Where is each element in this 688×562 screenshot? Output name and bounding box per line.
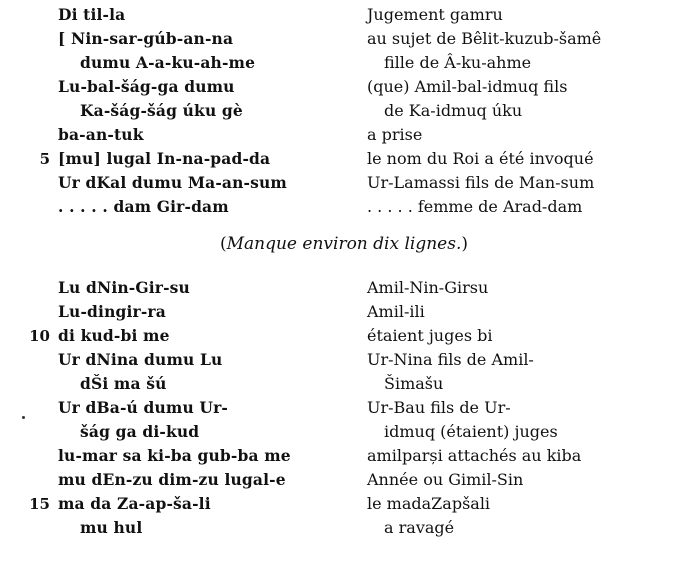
french-translation: au sujet de Bêlit-kuzub-šamê	[367, 29, 602, 48]
text-line	[0, 3, 688, 27]
french-translation: étaient juges bi	[367, 326, 493, 345]
text-line	[0, 147, 688, 171]
text-line	[0, 396, 688, 420]
sumerian-transliteration: lu-mar sa ki-ba gub-ba me	[58, 446, 291, 465]
french-translation: a ravagé	[384, 518, 455, 537]
sumerian-transliteration: Ur dNina dumu Lu	[58, 350, 223, 369]
line-number: 15	[29, 495, 50, 513]
ink-speck	[22, 416, 25, 419]
text-line	[0, 27, 688, 51]
french-translation: de Ka-idmuq úku	[384, 101, 523, 120]
sumerian-transliteration: šág ga di-kud	[80, 422, 200, 441]
text-line	[0, 372, 688, 396]
text-line	[0, 348, 688, 372]
text-line	[0, 99, 688, 123]
french-translation: Šimašu	[384, 374, 444, 393]
sumerian-transliteration: mu dEn-zu dim-zu lugal-e	[58, 470, 286, 489]
text-line	[0, 171, 688, 195]
text-line	[0, 492, 688, 516]
text-line	[0, 420, 688, 444]
sumerian-transliteration: ma da Za-ap-ša-li	[58, 494, 211, 513]
french-translation: Ur-Bau fils de Ur-	[367, 398, 511, 417]
line-number: 5	[39, 150, 50, 168]
french-translation: Amil-ili	[367, 302, 425, 321]
sumerian-transliteration: Lu-dingir-ra	[58, 302, 166, 321]
line-number: 10	[29, 327, 50, 345]
sumerian-transliteration: Ur dBa-ú dumu Ur-	[58, 398, 228, 417]
french-translation: a prise	[367, 125, 423, 144]
sumerian-transliteration: dumu A-a-ku-ah-me	[80, 53, 256, 72]
sumerian-transliteration: Ka-šág-šág úku gè	[80, 101, 243, 120]
text-line	[0, 444, 688, 468]
note-text: Manque environ dix lignes.	[226, 234, 462, 254]
french-translation: le nom du Roi a été invoqué	[367, 149, 594, 168]
text-line	[0, 75, 688, 99]
sumerian-transliteration: [mu] lugal In-na-pad-da	[58, 149, 271, 168]
sumerian-transliteration: Lu dNin-Gir-su	[58, 278, 190, 297]
sumerian-transliteration: di kud-bi me	[58, 326, 170, 345]
french-translation: fille de Â-ku-ahme	[384, 53, 532, 72]
french-translation: . . . . . femme de Arad-dam	[367, 197, 583, 216]
note-open-paren: (	[219, 234, 227, 254]
french-translation: idmuq (étaient) juges	[384, 422, 558, 441]
french-translation: Année ou Gimil-Sin	[367, 470, 524, 489]
text-line	[0, 300, 688, 324]
sumerian-transliteration: Lu-bal-šág-ga dumu	[58, 77, 235, 96]
sumerian-transliteration: mu hul	[80, 518, 143, 537]
sumerian-transliteration: ba-an-tuk	[58, 125, 144, 144]
text-line	[0, 516, 688, 540]
lacuna-note	[0, 234, 688, 254]
french-translation: Amil-Nin-Girsu	[367, 278, 489, 297]
french-translation: (que) Amil-bal-idmuq fils	[367, 77, 568, 96]
sumerian-transliteration: Ur dKal dumu Ma-an-sum	[58, 173, 287, 192]
sumerian-transliteration: . . . . . dam Gir-dam	[58, 197, 229, 216]
text-line	[0, 51, 688, 75]
text-line	[0, 468, 688, 492]
text-line	[0, 324, 688, 348]
french-translation: Ur-Lamassi fils de Man-sum	[367, 173, 595, 192]
note-close-paren: )	[461, 234, 469, 254]
french-translation: le madaZapšali	[367, 494, 491, 513]
text-line	[0, 123, 688, 147]
text-line	[0, 276, 688, 300]
sumerian-transliteration: [ Nin-sar-gúb-an-na	[58, 29, 234, 48]
french-translation: Ur-Nina fils de Amil-	[367, 350, 534, 369]
sumerian-transliteration: Di til-la	[58, 5, 126, 24]
french-translation: Jugement gamru	[367, 5, 503, 24]
text-line	[0, 195, 688, 219]
sumerian-transliteration: dŠi ma šú	[80, 374, 167, 393]
french-translation: amilparși attachés au kiba	[367, 446, 582, 465]
